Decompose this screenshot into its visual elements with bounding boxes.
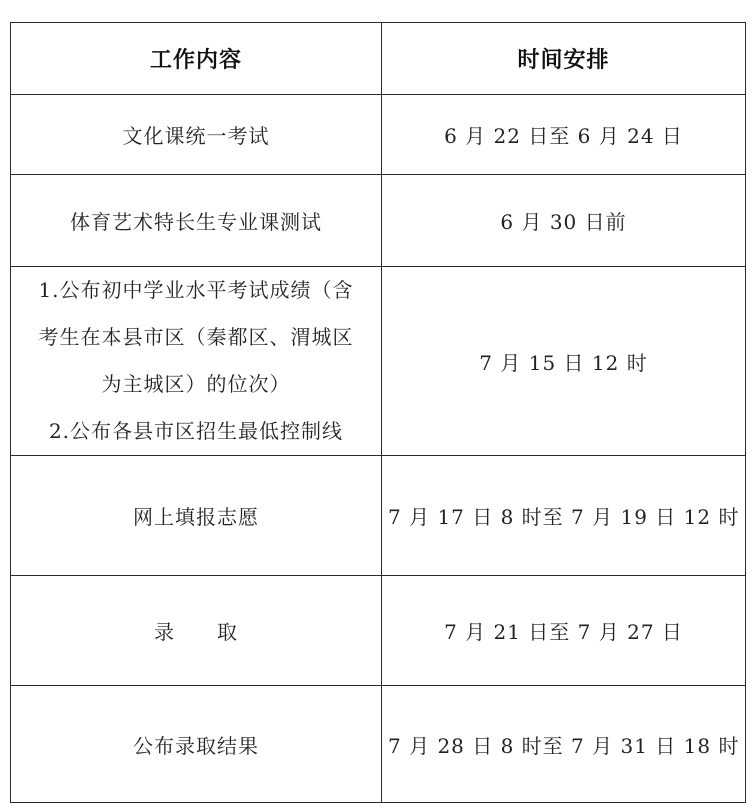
row-content-unified-exam: 文化课统一考试 (11, 95, 382, 175)
row-time-publish-results: 7 月 15 日 12 时 (382, 267, 746, 456)
row-time-specialty-test: 6 月 30 日前 (382, 175, 746, 267)
header-work-content: 工作内容 (11, 23, 382, 95)
table-row (11, 267, 746, 456)
row-time-publish-admission: 7 月 28 日 8 时至 7 月 31 日 18 时 (382, 686, 746, 803)
table-row (11, 175, 746, 267)
table-row (11, 576, 746, 686)
row-content-specialty-test: 体育艺术特长生专业课测试 (11, 175, 382, 267)
row-time-unified-exam: 6 月 22 日至 6 月 24 日 (382, 95, 746, 175)
table-row (11, 456, 746, 576)
table-header-row (11, 23, 746, 95)
table-row (11, 95, 746, 175)
table-row (11, 686, 746, 803)
row-content-publish-admission: 公布录取结果 (11, 686, 382, 803)
row-content-admission: 录 取 (11, 576, 382, 686)
row-content-publish-results (11, 267, 382, 456)
row-time-online-application: 7 月 17 日 8 时至 7 月 19 日 12 时 (382, 456, 746, 576)
row-time-admission: 7 月 21 日至 7 月 27 日 (382, 576, 746, 686)
header-time-schedule: 时间安排 (382, 23, 746, 95)
content-line: 考生在本县市区（秦都区、渭城区 (38, 325, 354, 349)
content-line: 1.公布初中学业水平考试成绩（含 (38, 278, 354, 302)
content-line: 2.公布各县市区招生最低控制线 (48, 419, 344, 443)
admission-schedule-table (10, 22, 746, 803)
row-content-online-application: 网上填报志愿 (11, 456, 382, 576)
content-line: 为主城区）的位次） (101, 372, 291, 396)
